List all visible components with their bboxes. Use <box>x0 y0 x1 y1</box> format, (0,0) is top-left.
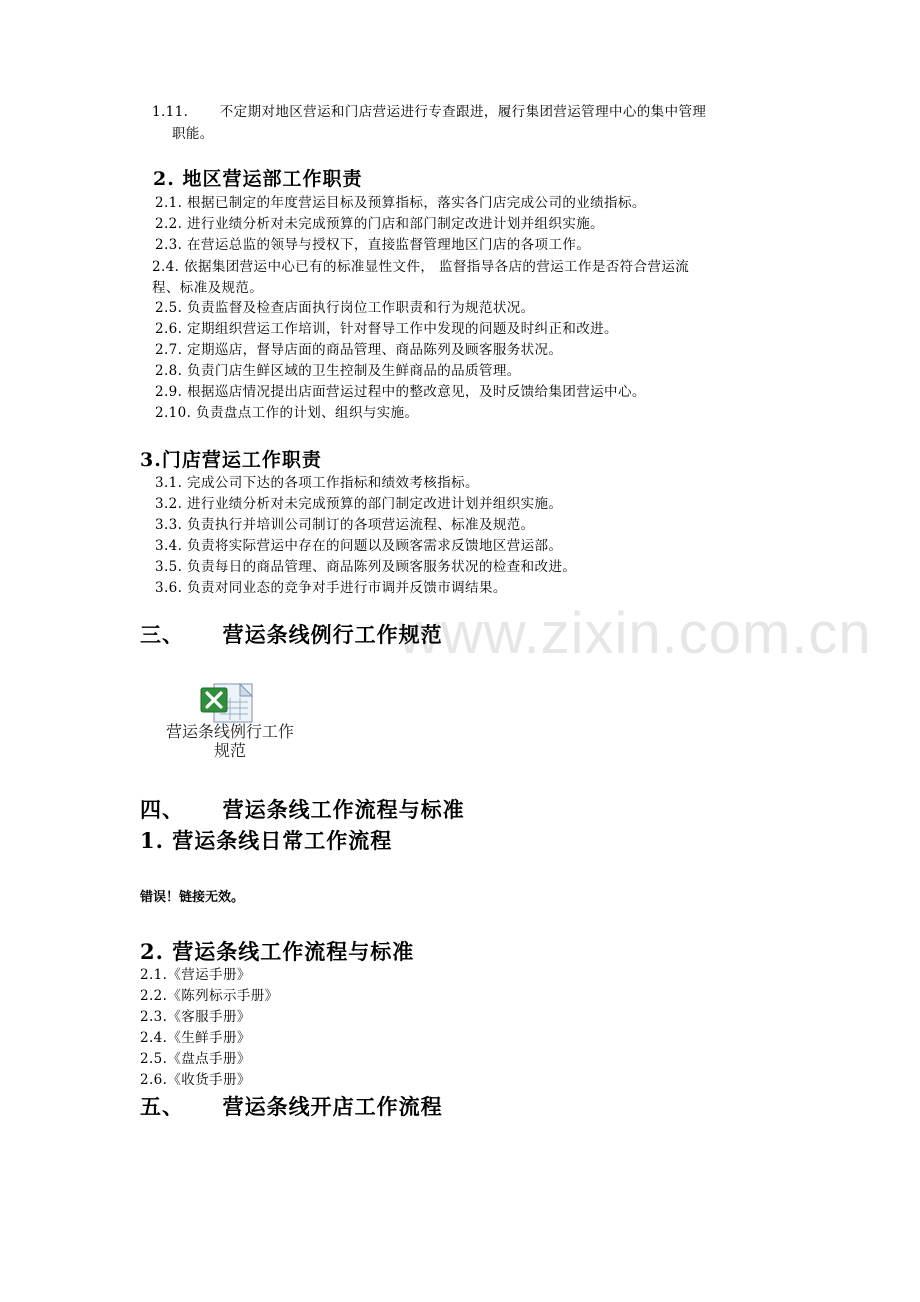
section2-item: 2.6. 定期组织营运工作培训，针对督导工作中发现的问题及时纠正和改进。 <box>155 321 618 337</box>
section2-item: 2.7. 定期巡店，督导店面的商品管理、商品陈列及顾客服务状况。 <box>155 342 563 358</box>
section3-item: 3.5. 负责每日的商品管理、商品陈列及顾客服务状况的检查和改进。 <box>155 559 577 575</box>
part5-heading <box>140 1094 443 1120</box>
part4-title: 营运条线工作流程与标准 <box>222 797 465 822</box>
intro-item-number: 1.11. <box>152 104 189 120</box>
link-error-message: 错误！链接无效。 <box>140 889 245 904</box>
section2-item: 2.4. 依据集团营运中心已有的标准显性文件， 监督指导各店的营运工作是否符合营运流 <box>152 259 690 275</box>
manual-item: 2.6.《收货手册》 <box>140 1072 251 1088</box>
part5-number: 五、 <box>140 1094 184 1119</box>
part4-heading <box>140 797 465 823</box>
manual-item: 2.5.《盘点手册》 <box>140 1051 251 1067</box>
section2-item: 2.1. 根据已制定的年度营运目标及预算指标，落实各门店完成公司的业绩指标。 <box>155 195 646 211</box>
section3-item: 3.3. 负责执行并培训公司制订的各项营运流程、标准及规范。 <box>155 517 535 533</box>
part5-title: 营运条线开店工作流程 <box>222 1094 443 1119</box>
part4-sub1-title: 1. 营运条线日常工作流程 <box>140 828 393 853</box>
part4-sub2-title: 2. 营运条线工作流程与标准 <box>140 939 415 964</box>
section2-item: 2.5. 负责监督及检查店面执行岗位工作职责和行为规范状况。 <box>155 300 535 316</box>
section2-item: 2.2. 进行业绩分析对未完成预算的门店和部门制定改进计划并组织实施。 <box>155 216 605 232</box>
intro-item-continuation: 职能。 <box>172 126 214 142</box>
attachment-caption-line1: 营运条线例行工作 <box>165 722 294 741</box>
section3-title: 3.门店营运工作职责 <box>140 449 322 471</box>
part4-number: 四、 <box>140 797 184 822</box>
manual-item: 2.1.《营运手册》 <box>140 967 251 983</box>
part3-number: 三、 <box>140 622 184 647</box>
section2-item: 2.9. 根据巡店情况提出店面营运过程中的整改意见，及时反馈给集团营运中心。 <box>155 384 646 400</box>
section2-title: 2. 地区营运部工作职责 <box>153 168 363 190</box>
section3-item: 3.2. 进行业绩分析对未完成预算的部门制定改进计划并组织实施。 <box>155 496 563 512</box>
section2-item-continuation: 程、标准及规范。 <box>152 280 264 296</box>
part3-heading <box>140 622 443 648</box>
excel-attachment[interactable] <box>140 680 320 760</box>
section2-item: 2.3. 在营运总监的领导与授权下，直接监督管理地区门店的各项工作。 <box>155 237 591 253</box>
section2-item: 2.10. 负责盘点工作的计划、组织与实施。 <box>155 405 419 421</box>
attachment-caption-line2: 规范 <box>213 741 246 760</box>
manual-item: 2.4.《生鲜手册》 <box>140 1030 251 1046</box>
intro-item-text: 不定期对地区营运和门店营运进行专查跟进，履行集团营运管理中心的集中管理 <box>219 104 707 120</box>
manual-item: 2.3.《客服手册》 <box>140 1009 251 1025</box>
section2-item: 2.8. 负责门店生鲜区域的卫生控制及生鲜商品的品质管理。 <box>155 363 521 379</box>
intro-item <box>152 103 706 121</box>
section3-item: 3.4. 负责将实际营运中存在的问题以及顾客需求反馈地区营运部。 <box>155 538 563 554</box>
part3-title: 营运条线例行工作规范 <box>222 622 443 647</box>
watermark: www.zixin.com.cn <box>398 601 872 666</box>
section3-item: 3.6. 负责对同业态的竞争对手进行市调并反馈市调结果。 <box>155 580 507 596</box>
section3-item: 3.1. 完成公司下达的各项工作指标和绩效考核指标。 <box>155 475 479 491</box>
manual-item: 2.2.《陈列标示手册》 <box>140 988 279 1004</box>
